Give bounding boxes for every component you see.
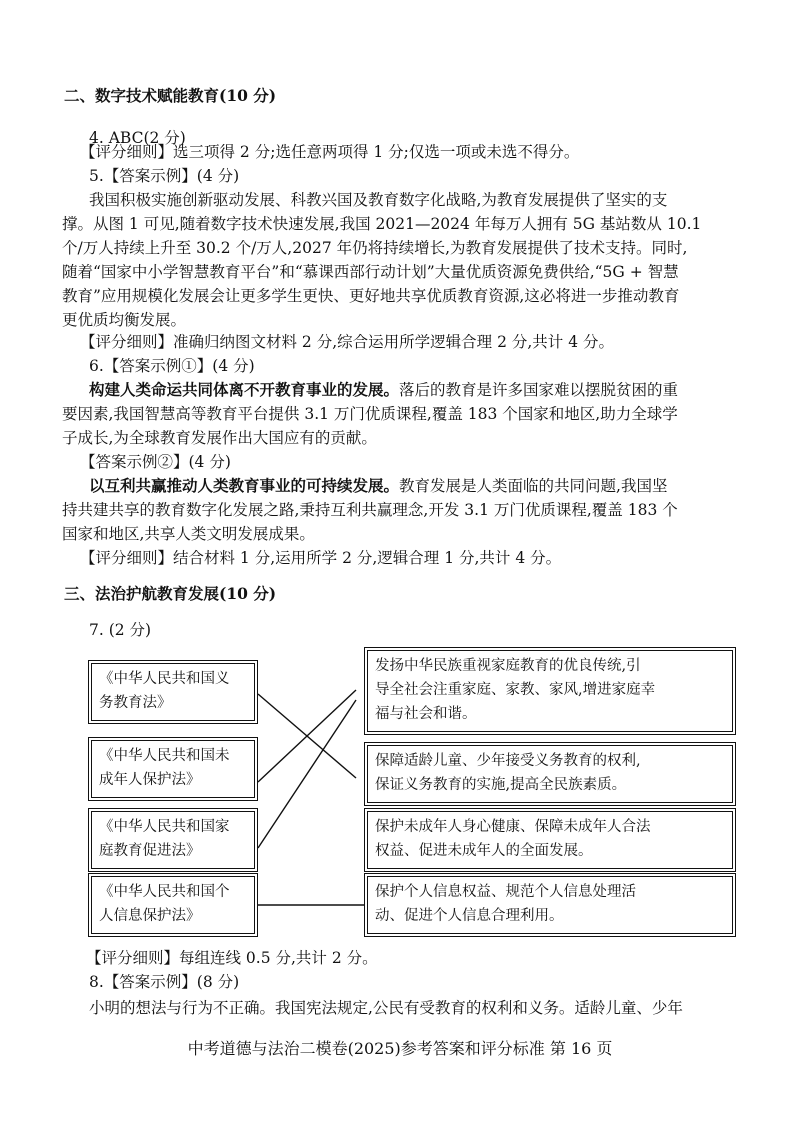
q8-line: 小明的想法与行为不正确。我国宪法规定,公民有受教育的权利和义务。适龄儿童、少年 [89, 999, 683, 1017]
right-box-line: 保护个人信息权益、规范个人信息处理活 [375, 884, 636, 900]
q4-rubric: 【评分细则】选三项得 2 分;选任意两项得 1 分;仅选一项或未选不得分。 [80, 143, 580, 161]
left-box-line: 《中华人民共和国义 [99, 671, 230, 687]
right-box-line: 权益、促进未成年人的全面发展。 [375, 843, 593, 859]
q6-label: 6.【答案示例①】(4 分) [89, 357, 255, 375]
q4-answer: 4. ABC(2 分) [89, 129, 186, 147]
left-box-line: 《中华人民共和国个 [99, 884, 230, 900]
q8-label: 8.【答案示例】(8 分) [89, 973, 240, 991]
q5-line: 随着“国家中小学智慧教育平台”和“慕课西部行动计划”大量优质资源免费供给,“5G + 智慧 [62, 263, 679, 281]
q6-rubric: 【评分细则】结合材料 1 分,运用所学 2 分,逻辑合理 1 分,共计 4 分。 [80, 549, 562, 567]
left-box-line: 务教育法》 [99, 695, 172, 711]
q6a-thesis: 构建人类命运共同体离不开教育事业的发展。 [89, 380, 400, 399]
match-line-3 [258, 700, 356, 848]
left-box-line: 成年人保护法》 [99, 772, 201, 788]
q5-line: 我国积极实施创新驱动发展、科教兴国及教育数字化战略,为教育发展提供了坚实的支 [89, 191, 668, 209]
section-3-heading: 三、法治护航教育发展(10 分) [64, 584, 277, 603]
q6a-line: 要因素,我国智慧高等教育平台提供 3.1 万门优质课程,覆盖 183 个国家和地区,助力全球学 [62, 405, 678, 423]
right-box-line: 保护未成年人身心健康、保障未成年人合法 [375, 819, 651, 835]
page-footer: 中考道德与法治二模卷(2025)参考答案和评分标准 第 16 页 [187, 1039, 613, 1058]
right-box-line: 保障适龄儿童、少年接受义务教育的权利, [375, 753, 641, 769]
q6a-text: 落后的教育是许多国家难以摆脱贫困的重 [399, 381, 679, 399]
q5-line: 撑。从图 1 可见,随着数字技术快速发展,我国 2021—2024 年每万人拥有 5G 基站数从 10.1 [62, 215, 702, 233]
left-box-line: 《中华人民共和国未 [99, 748, 230, 764]
match-line-2 [258, 690, 356, 782]
left-box-line: 《中华人民共和国家 [99, 819, 230, 835]
right-box-line: 动、促进个人信息合理利用。 [375, 908, 564, 924]
q6b-label: 【答案示例②】(4 分) [80, 453, 231, 471]
q5-label: 5.【答案示例】(4 分) [89, 167, 240, 185]
q5-line: 更优质均衡发展。 [62, 311, 187, 329]
right-box-line: 保证义务教育的实施,提高全民族素质。 [375, 777, 627, 793]
left-box-line: 庭教育促进法》 [99, 843, 201, 859]
q5-rubric: 【评分细则】准确归纳图文材料 2 分,综合运用所学逻辑合理 2 分,共计 4 分。 [80, 333, 615, 351]
section-2-heading: 二、数字技术赋能教育(10 分) [64, 86, 277, 105]
q5-line: 教育”应用规模化发展会让更多学生更快、更好地共享优质教育资源,这必将进一步推动教育 [62, 287, 680, 305]
right-box-line: 发扬中华民族重视家庭教育的优良传统,引 [375, 658, 641, 674]
q6b-line: 国家和地区,共享人类文明发展成果。 [62, 525, 315, 543]
right-box-line: 福与社会和谐。 [375, 706, 477, 722]
q5-line: 个/万人持续上升至 30.2 个/万人,2027 年仍将持续增长,为教育发展提供了技术支持。同时, [62, 239, 688, 257]
q6b-text: 教育发展是人类面临的共同问题,我国坚 [399, 477, 668, 495]
q7-label: 7. (2 分) [89, 621, 152, 639]
q6a-line: 子成长,为全球教育发展作出大国应有的贡献。 [62, 429, 377, 447]
q7-rubric: 【评分细则】每组连线 0.5 分,共计 2 分。 [86, 949, 378, 967]
right-box-line: 导全社会注重家庭、家教、家风,增进家庭幸 [375, 682, 656, 698]
q6b-thesis: 以互利共赢推动人类教育事业的可持续发展。 [89, 476, 400, 495]
left-box-line: 人信息保护法》 [99, 908, 201, 924]
q6b-line: 持共建共享的教育数字化发展之路,秉持互利共赢理念,开发 3.1 万门优质课程,覆盖 183 个 [62, 501, 678, 519]
